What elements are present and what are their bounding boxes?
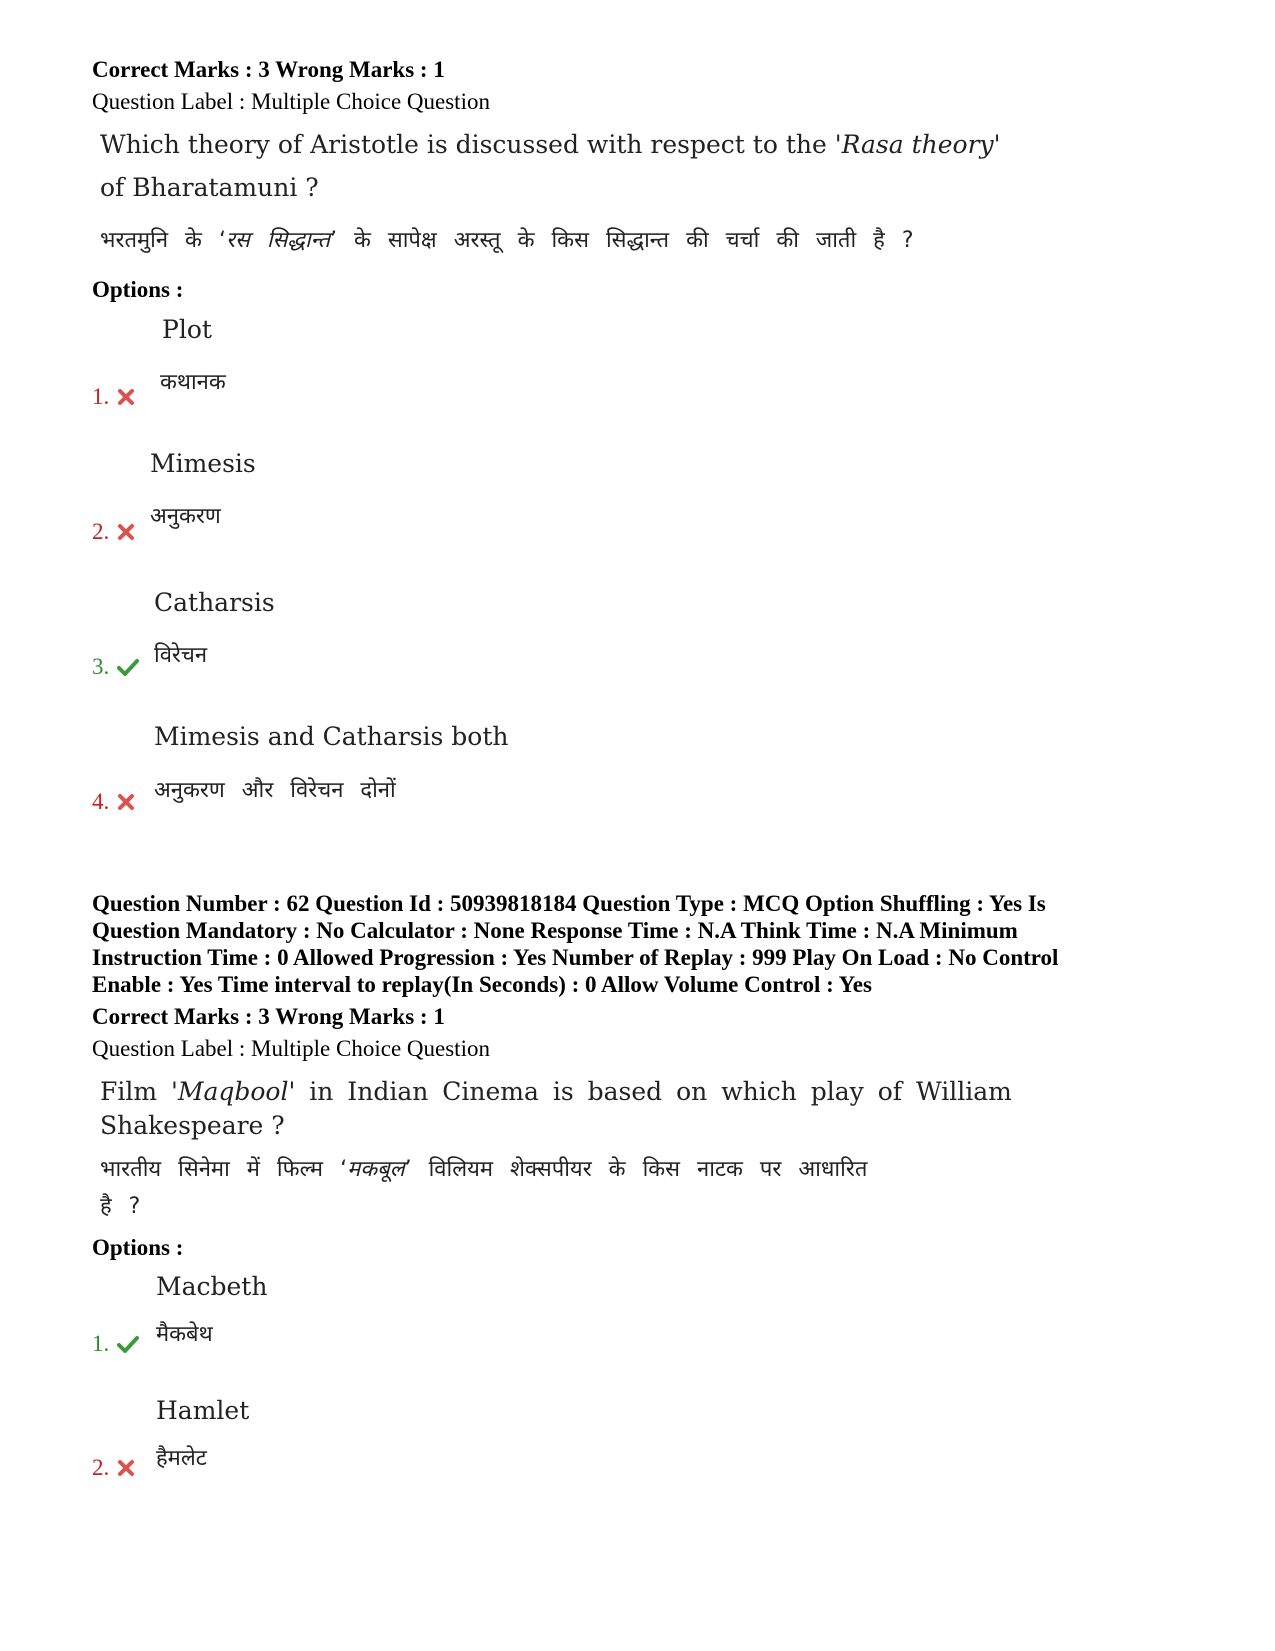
cross-icon: [117, 523, 135, 541]
q61-label: Question Label : Multiple Choice Question: [92, 89, 490, 114]
q62-option-1-hi: मैकबेथ: [156, 1322, 213, 1347]
q62-option-2-hi: हैमलेट: [156, 1446, 207, 1471]
q61-option-3-marker: [92, 654, 139, 680]
q61-options-label: Options :: [92, 277, 184, 302]
q62-option-2-marker: [92, 1455, 135, 1481]
q62-meta-line4: Enable : Yes Time interval to replay(In Seconds) : 0 Allow Volume Control : Yes: [92, 972, 872, 997]
q62-label: Question Label : Multiple Choice Question: [92, 1036, 490, 1061]
q62-marks: Correct Marks : 3 Wrong Marks : 1: [92, 1004, 445, 1029]
q62-text-hi-line2: है ?: [100, 1194, 141, 1219]
q61-text-hi-c: ’ के सापेक्ष अरस्तू के किस सिद्धान्त की चर्चा की जाती है ?: [329, 228, 914, 253]
q61-option-3-number: 3.: [92, 654, 110, 679]
q61-option-1-en: Plot: [162, 315, 212, 344]
q62-text-en-1a: Film ': [100, 1077, 178, 1106]
q61-option-3-hi: विरेचन: [154, 643, 208, 668]
q61-option-2-hi: अनुकरण: [150, 504, 221, 529]
check-icon: [117, 658, 139, 676]
q61-option-1-marker: [92, 384, 135, 410]
q62-options-label: Options :: [92, 1235, 184, 1260]
q61-marks: Correct Marks : 3 Wrong Marks : 1: [92, 57, 445, 82]
q62-option-1-marker: [92, 1331, 139, 1357]
q61-option-2-number: 2.: [92, 519, 110, 544]
q62-text-en-1c: ' in Indian Cinema is based on which play of William: [288, 1077, 1012, 1106]
q61-option-4-number: 4.: [92, 789, 110, 814]
q62-text-en-line2: Shakespeare ?: [100, 1111, 285, 1140]
q62-option-2-en: Hamlet: [156, 1396, 250, 1425]
q62-text-hi-1b: मकबूल: [347, 1157, 405, 1182]
q61-text-en-1b: Rasa theory: [841, 130, 994, 159]
q62-text-en-line1: [100, 1075, 1012, 1109]
q61-text-hi-b: रस सिद्धान्त: [225, 228, 330, 253]
q61-text-en-1c: ': [993, 130, 1001, 159]
q61-text-en-line2: of Bharatamuni ?: [100, 173, 319, 202]
q62-text-hi-line1: [100, 1153, 867, 1187]
q62-meta-line2: Question Mandatory : No Calculator : None Response Time : N.A Think Time : N.A Minimum: [92, 918, 1018, 943]
q62-meta-line3: Instruction Time : 0 Allowed Progression : Yes Number of Replay : 999 Play On Load : No Control: [92, 945, 1059, 970]
q61-text-en-line1: [100, 128, 1001, 162]
q61-text-hi: [100, 224, 914, 258]
cross-icon: [117, 388, 135, 406]
q61-option-1-hi: कथानक: [160, 370, 226, 395]
q62-meta: [92, 890, 1192, 998]
q62-text-hi-1c: ’ विलियम शेक्सपीयर के किस नाटक पर आधारित: [404, 1157, 868, 1182]
q61-text-hi-a: भरतमुनि के ‘: [100, 228, 226, 253]
q61-option-4-marker: [92, 789, 135, 815]
cross-icon: [117, 793, 135, 811]
q62-meta-line1: Question Number : 62 Question Id : 50939818184 Question Type : MCQ Option Shuffling : Yes Is: [92, 891, 1046, 916]
q61-text-en-1a: Which theory of Aristotle is discussed with respect to the ': [100, 130, 842, 159]
q61-option-4-hi: अनुकरण और विरेचन दोनों: [154, 778, 396, 803]
q62-text-hi-1a: भारतीय सिनेमा में फिल्म ‘: [100, 1157, 348, 1182]
q62-option-2-number: 2.: [92, 1455, 110, 1480]
q61-option-2-en: Mimesis: [150, 449, 256, 478]
q61-option-4-en: Mimesis and Catharsis both: [154, 722, 509, 751]
check-icon: [117, 1335, 139, 1353]
q61-option-2-marker: [92, 519, 135, 545]
q61-option-1-number: 1.: [92, 384, 110, 409]
q62-option-1-number: 1.: [92, 1331, 110, 1356]
q61-option-3-en: Catharsis: [154, 588, 275, 617]
q62-text-en-1b: Maqbool: [177, 1077, 289, 1106]
cross-icon: [117, 1459, 135, 1477]
q62-option-1-en: Macbeth: [156, 1272, 268, 1301]
